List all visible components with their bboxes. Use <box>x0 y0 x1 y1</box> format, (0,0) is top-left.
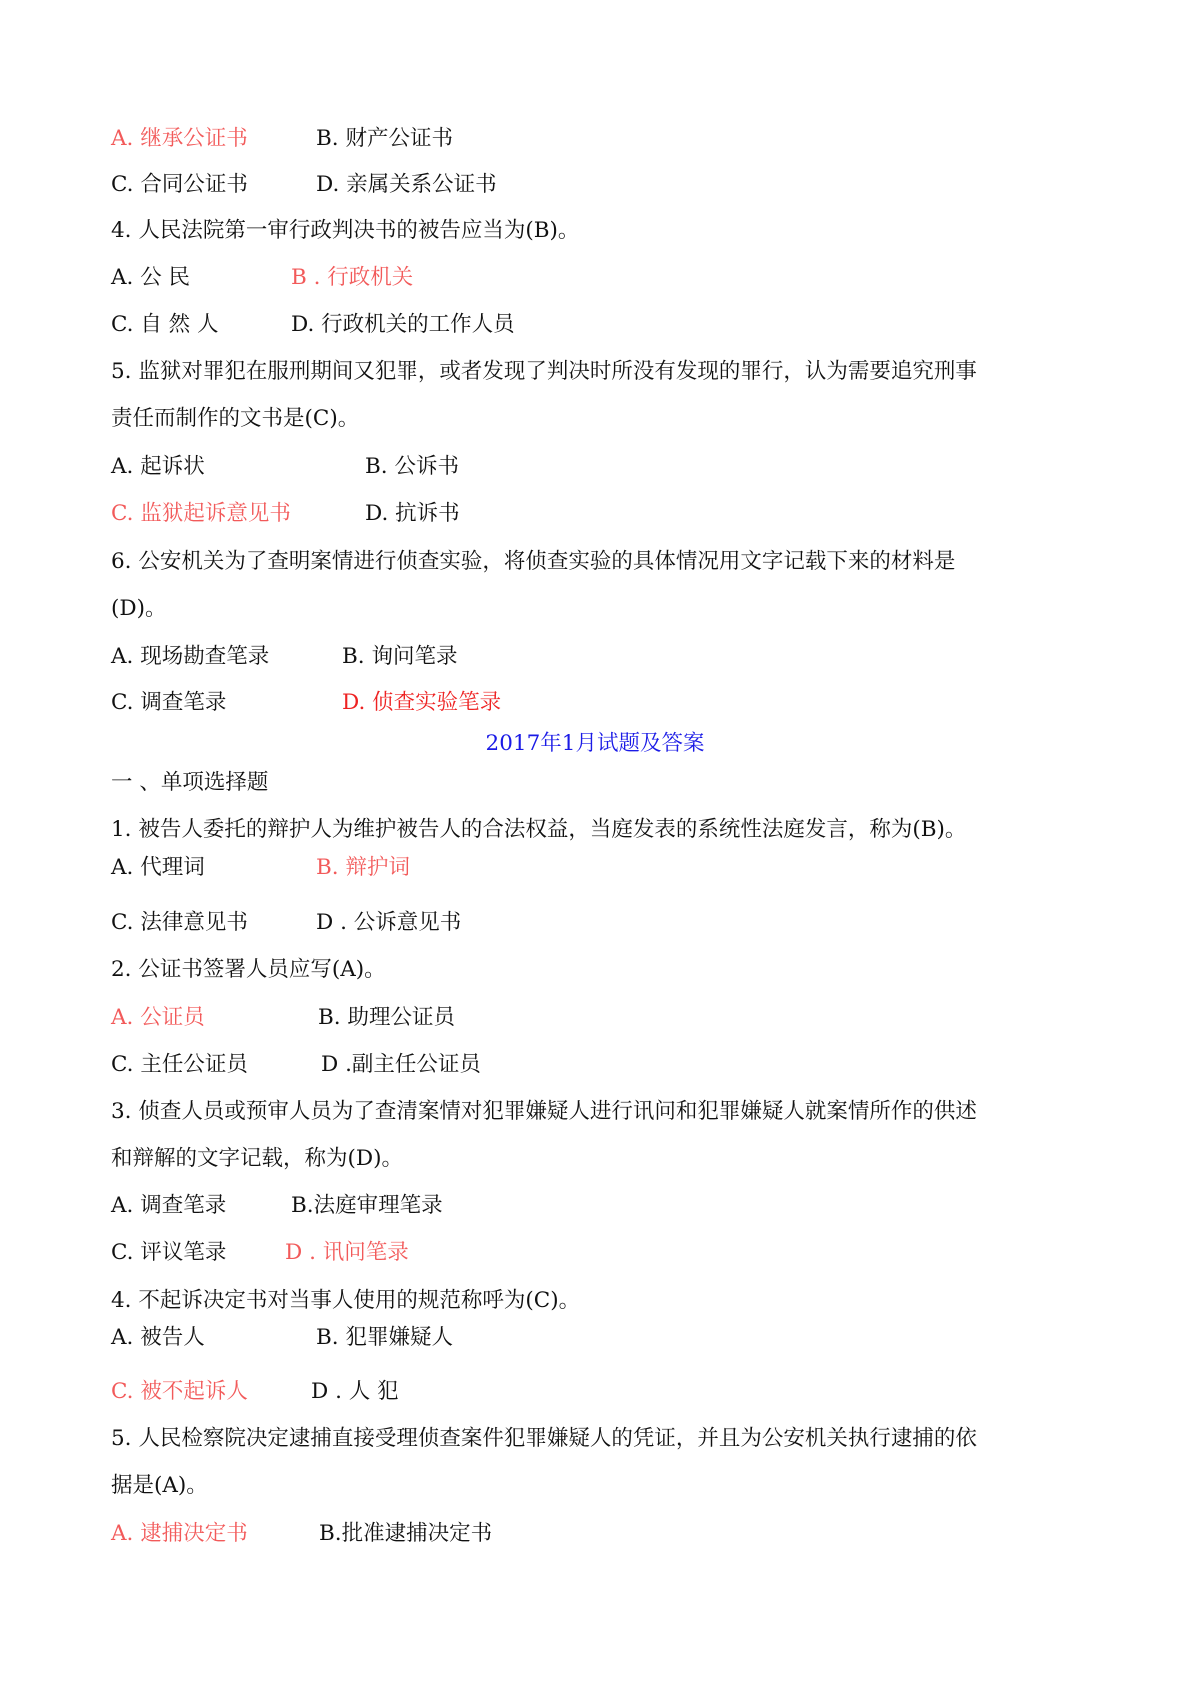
option-c-answer: C. 被不起诉人 <box>111 1379 248 1404</box>
option-d: D. 亲属关系公证书 <box>316 172 497 197</box>
question-stem-line-1: 3. 侦查人员或预审人员为了查清案情对犯罪嫌疑人进行讯问和犯罪嫌疑人就案情所作的供述 <box>111 1099 977 1124</box>
option-a-answer: A. 公证员 <box>111 1005 205 1030</box>
option-c: C. 自 然 人 <box>111 312 219 337</box>
question-stem: 4. 人民法院第一审行政判决书的被告应当为(B)。 <box>111 218 580 243</box>
option-b-answer: B. 辩护词 <box>316 855 410 880</box>
option-a-answer: A. 逮捕决定书 <box>111 1521 248 1546</box>
option-d: D . 人 犯 <box>311 1379 399 1404</box>
option-b: B.法庭审理笔录 <box>291 1193 443 1218</box>
option-d: D .副主任公证员 <box>321 1052 481 1077</box>
question-stem-line-2: (D)。 <box>111 596 167 621</box>
option-a: A. 代理词 <box>111 855 205 880</box>
section-title: 一 、单项选择题 <box>111 770 269 795</box>
option-c-answer: C. 监狱起诉意见书 <box>111 501 291 526</box>
option-d-answer: D. 侦查实验笔录 <box>342 690 502 715</box>
option-a: A. 起诉状 <box>111 454 205 479</box>
question-stem-line-1: 5. 监狱对罪犯在服刑期间又犯罪，或者发现了判决时所没有发现的罪行，认为需要追究刑事 <box>111 359 977 384</box>
question-stem: 1. 被告人委托的辩护人为维护被告人的合法权益，当庭发表的系统性法庭发言，称为(B)。 <box>111 817 967 842</box>
exam-heading: 2017年1月试题及答案 <box>485 731 705 756</box>
option-c: C. 合同公证书 <box>111 172 248 197</box>
option-a: A. 调查笔录 <box>111 1193 227 1218</box>
option-d: D . 公诉意见书 <box>316 910 462 935</box>
question-stem-line-2: 据是(A)。 <box>111 1473 208 1498</box>
option-a: A. 现场勘查笔录 <box>111 644 270 669</box>
question-stem-line-1: 5. 人民检察院决定逮捕直接受理侦查案件犯罪嫌疑人的凭证，并且为公安机关执行逮捕的依 <box>111 1426 977 1451</box>
option-c: C. 评议笔录 <box>111 1240 227 1265</box>
option-b: B. 财产公证书 <box>316 126 453 151</box>
question-stem-line-1: 6. 公安机关为了查明案情进行侦查实验，将侦查实验的具体情况用文字记载下来的材料是 <box>111 549 956 574</box>
option-b: B. 询问笔录 <box>342 644 458 669</box>
option-d: D. 抗诉书 <box>365 501 460 526</box>
option-a: A. 被告人 <box>111 1325 205 1350</box>
question-stem-line-2: 责任而制作的文书是(C)。 <box>111 406 360 431</box>
question-stem: 4. 不起诉决定书对当事人使用的规范称呼为(C)。 <box>111 1288 581 1313</box>
option-b-answer: B . 行政机关 <box>291 265 414 290</box>
option-b: B. 助理公证员 <box>318 1005 455 1030</box>
option-a-answer: A. 继承公证书 <box>111 126 248 151</box>
option-b: B. 公诉书 <box>365 454 459 479</box>
option-d: D. 行政机关的工作人员 <box>291 312 515 337</box>
question-stem: 2. 公证书签署人员应写(A)。 <box>111 957 386 982</box>
option-a: A. 公 民 <box>111 265 191 290</box>
option-c: C. 调查笔录 <box>111 690 227 715</box>
option-c: C. 主任公证员 <box>111 1052 248 1077</box>
option-b: B. 犯罪嫌疑人 <box>316 1325 453 1350</box>
question-stem-line-2: 和辩解的文字记载，称为(D)。 <box>111 1146 404 1171</box>
option-b: B.批准逮捕决定书 <box>319 1521 493 1546</box>
option-c: C. 法律意见书 <box>111 910 248 935</box>
option-d-answer: D . 讯问笔录 <box>285 1240 409 1265</box>
